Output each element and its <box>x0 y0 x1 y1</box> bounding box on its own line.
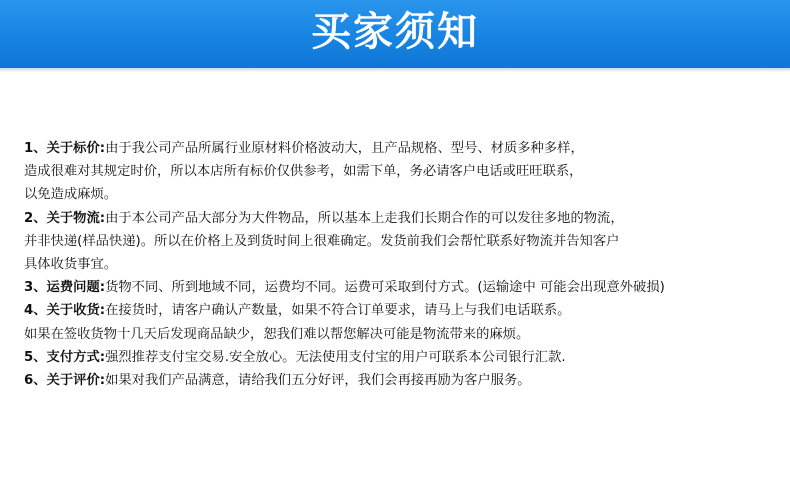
banner-shadow <box>0 68 790 72</box>
notice-heading: 6、关于评价: <box>24 372 106 388</box>
notice-item-logistics <box>24 207 774 277</box>
notice-line: 造成很难对其规定时价，所以本店所有标价仅供参考，如需下单，务必请客户电话或旺旺联系， <box>24 164 583 180</box>
notice-text: 由于本公司产品大部分为大件物品，所以基本上走我们长期合作的可以发往多地的物流， <box>105 210 624 226</box>
header-banner <box>0 0 790 68</box>
notice-heading: 1、关于标价: <box>24 141 106 156</box>
notice-item-receiving <box>24 299 774 345</box>
notice-item-review <box>24 369 774 392</box>
notice-heading: 3、运费问题: <box>24 280 106 296</box>
notice-line <box>24 369 774 392</box>
notice-heading: 4、关于收货: <box>24 303 106 319</box>
notice-line <box>24 346 774 369</box>
notice-text: 在接货时，请客户确认产数量，如果不符合订单要求，请马上与我们电话联系。 <box>105 303 571 319</box>
notice-item-pricing <box>24 137 774 207</box>
notice-line <box>24 207 774 230</box>
notice-text: 强烈推荐支付宝交易.安全放心。无法使用支付宝的用户可联系本公司银行汇款. <box>105 349 566 365</box>
notice-line <box>24 299 774 322</box>
notice-heading: 2、关于物流: <box>24 210 106 226</box>
notice-line: 具体收货事宜。 <box>24 256 118 272</box>
notice-text: 货物不同、所到地域不同，运费均不同。运费可采取到付方式。(运输途中 可能会出现意外破损) <box>105 280 665 296</box>
notice-text: 如果对我们产品满意，请给我们五分好评，我们会再接再励为客户服务。 <box>105 372 531 388</box>
notice-list <box>24 137 774 392</box>
notice-line: 如果在签收货物十几天后发现商品缺少，恕我们难以帮您解决可能是物流带来的麻烦。 <box>24 326 530 342</box>
page-title: 买家须知 <box>311 9 479 55</box>
notice-line: 并非快递(样品快递)。所以在价格上及到货时间上很难确定。发货前我们会帮忙联系好物流并告知客户 <box>24 233 620 249</box>
notice-line: 以免造成麻烦。 <box>24 187 118 203</box>
notice-line <box>24 276 774 299</box>
notice-line <box>24 137 774 160</box>
notice-item-shipping-fee <box>24 276 774 299</box>
notice-heading: 5、支付方式: <box>24 349 106 365</box>
notice-text: 由于我公司产品所属行业原材料价格波动大，且产品规格、型号、材质多种多样， <box>105 141 584 156</box>
notice-item-payment <box>24 346 774 369</box>
